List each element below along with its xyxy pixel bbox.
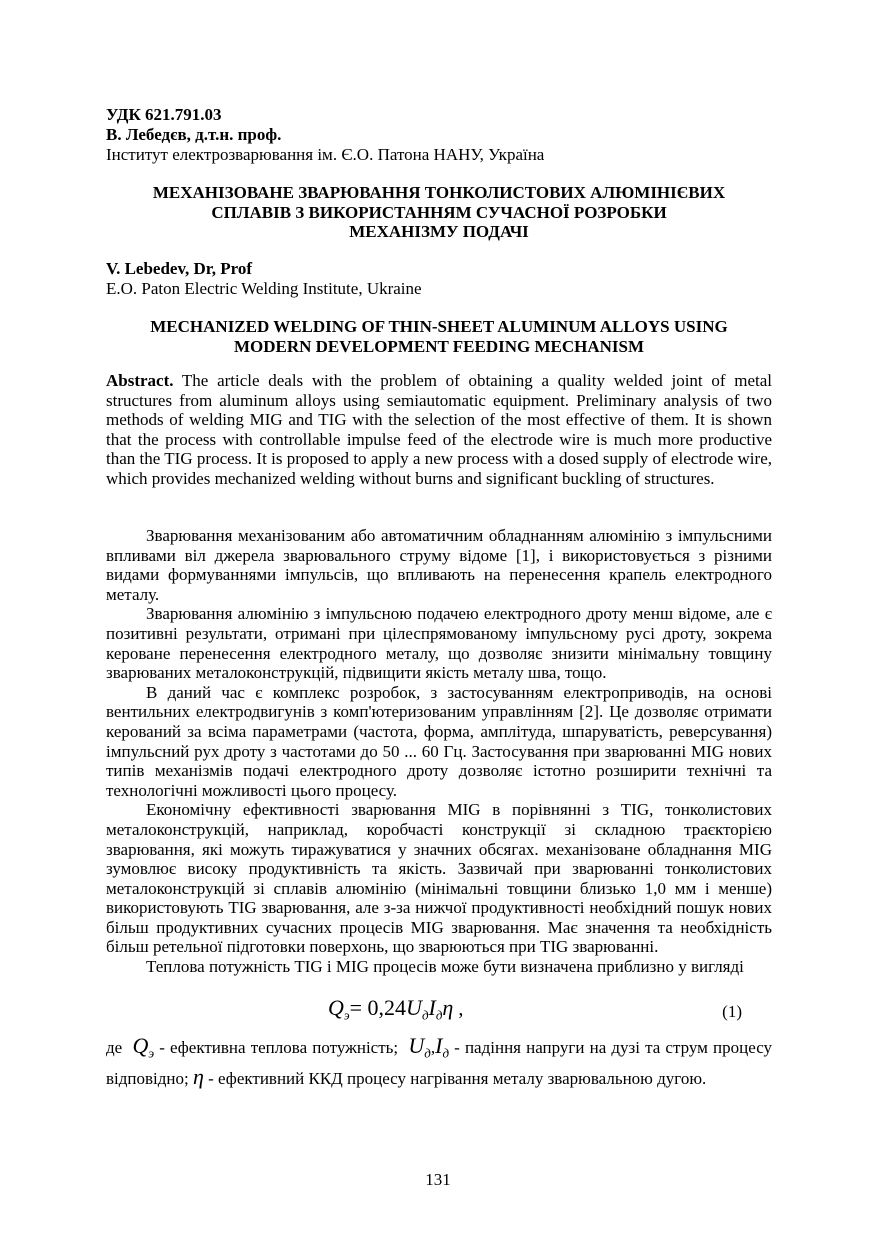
title-ua [106, 183, 772, 242]
paragraph-2: Зварювання алюмінію з імпульсною подачею електродного дроту менш відоме, але є позитивні результати, отримані при цілеспрямованому імпульсному русі дроту, зокрема кероване перенесення електродного металу, що дозволяє знизити мінімальну товщину зварюваних металоконструкцій, підвищити якість металу шва, тощо. [106, 604, 772, 683]
body-text [106, 526, 772, 977]
abstract-label: Abstract. [106, 371, 174, 390]
equation-number: (1) [722, 1002, 742, 1021]
title-en-line-2: MODERN DEVELOPMENT FEEDING MECHANISM [233, 336, 645, 356]
author-en: V. Lebedev, Dr, Prof [106, 259, 253, 278]
title-en [106, 317, 772, 356]
author-ua: В. Лебедєв, д.т.н. проф. [106, 125, 282, 144]
affiliation-en: E.O. Paton Electric Welding Institute, Ukraine [106, 279, 422, 298]
page-number: 131 [425, 1170, 451, 1189]
title-en-line-1: MECHANIZED WELDING OF THIN-SHEET ALUMINUM ALLOYS USING [150, 317, 728, 336]
paragraph-4: Економічну ефективності зварювання MIG в порівнянні з TIG, тонколистових металоконструкцій, наприклад, коробчасті конструкції зі складною траєкторією зварювання, які можуть тиражуватися у значних обсягах. механізоване обладнання MIG зумовлює високу продуктивність та якість. Зазвичай при зварюванні тонколистових металоконструкцій зі сплавів алюмінію (мінімальні товщини близько 1,0 мм і менше) використовують TIG зварювання, але з-за нижчої продуктивності необхідний пошук нових більш продуктивних сучасних процесів MIG зварювання. Має значення та необхідність більш ретельної підготовки поверхонь, що зварюються при TIG зварюванні. [106, 800, 772, 957]
affiliation-ua: Інститут електрозварювання ім. Є.О. Патона НАНУ, Україна [106, 145, 545, 164]
abstract-text: The article deals with the problem of obtaining a quality welded joint of metal structures from aluminum alloys using semiautomatic equipment. Preliminary analysis of two methods of welding MIG and TIG with the selection of the most effective of them. It is shown that the process with controllable impulse feed of the electrode wire is much more productive than the TIG process. It is proposed to apply a new process with a dosed supply of electrode wire, which provides mechanized welding without burns and significant buckling of structures. [106, 371, 772, 488]
abstract [106, 371, 772, 489]
title-ua-line-3: МЕХАНІЗМУ ПОДАЧІ [349, 222, 529, 242]
paragraph-1: Зварювання механізованим або автоматичним обладнанням алюмінію з імпульсними впливами віл джерела зварювального струму відоме [1], і використовується з різними видами формуваннями імпульсів, що впливають на перенесення крапель електродного металу. [106, 526, 772, 604]
paragraph-5: Теплова потужність TIG і MIG процесів може бути визначена приблизно у вигляді [146, 957, 744, 977]
equation-1 [106, 995, 772, 1024]
title-ua-line-1: МЕХАНІЗОВАНЕ ЗВАРЮВАННЯ ТОНКОЛИСТОВИХ АЛЮМІНІЄВИХ [152, 183, 726, 202]
title-ua-line-2: СПЛАВІВ З ВИКОРИСТАННЯМ СУЧАСНОЇ РОЗРОБКИ [211, 202, 667, 222]
paragraph-3: В даний час є комплекс розробок, з застосуванням електроприводів, на основі вентильних електродвигунів з комп'ютеризованим управлінням [2]. Це дозволяє отримати керований за всіма параметрами (частота, форма, амплітуда, шпаруватість, реверсування) імпульсний рух дроту з частотами до 50 ... 60 Гц. Застосування при зварюванні MIG нових типів механізмів подачі електродного дроту дозволяє істотно розширити технічні та технологічні можливості цього процесу. [106, 682, 772, 800]
udk-code: УДК 621.791.03 [106, 105, 222, 124]
paragraph-6: де $Q_э$ - ефективна теплова потужність; $U_д,I_д$ - падіння напруги на дузі та струм процесу відповідно; η - ефективний ККД процесу нагрівання металу зварювальною дугою. [106, 1033, 773, 1090]
equation-formula: $Q_э= 0,24U_дI_д\eta$ , [328, 995, 464, 1023]
